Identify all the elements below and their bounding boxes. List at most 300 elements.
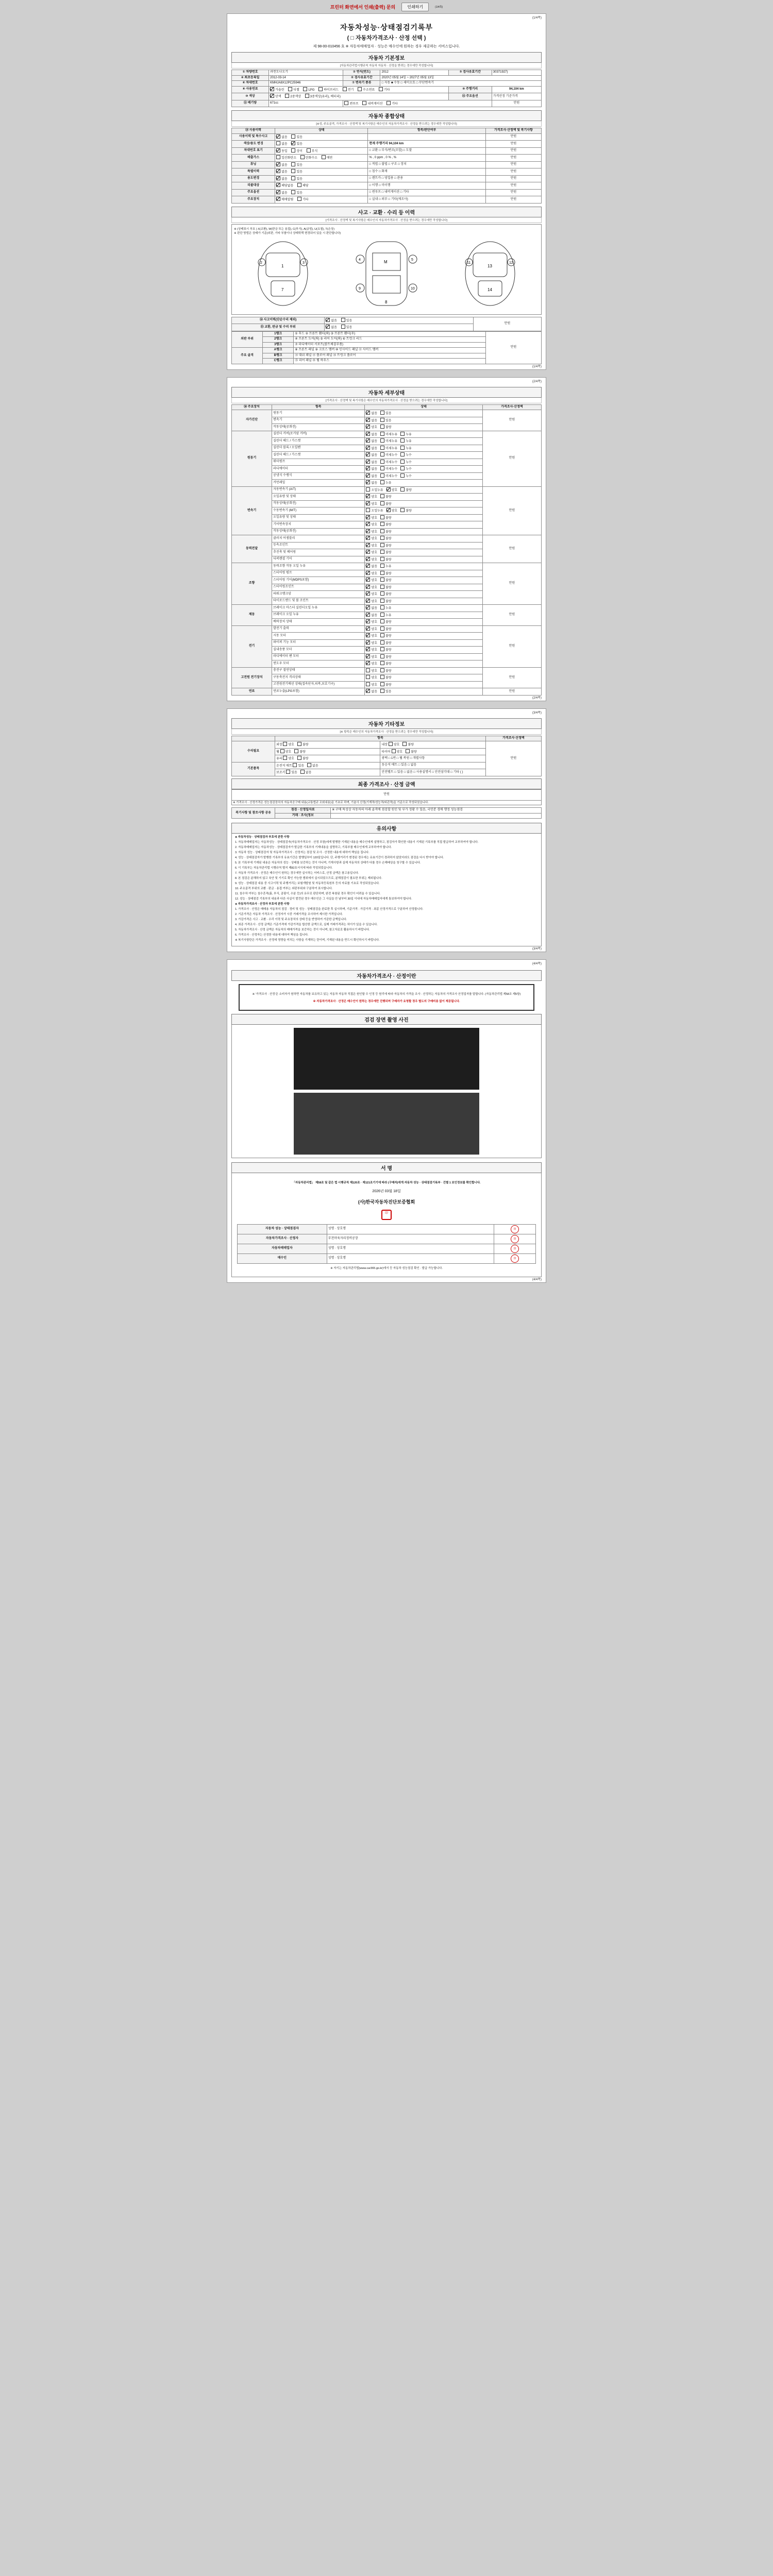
detail-5-2-opts[interactable] <box>365 619 482 626</box>
basic-label-fuel: ⑧ 사용연료 <box>232 86 269 93</box>
d01o1[interactable]: 있음 <box>380 418 392 423</box>
detail-1-1-opts[interactable] <box>365 438 482 445</box>
detail-group-1: 원동기 <box>232 431 272 486</box>
d22o0[interactable]: 양호 <box>366 501 377 507</box>
fuel-option-gasoline[interactable]: 가솔린 <box>270 87 284 93</box>
overall-4-opt-0[interactable]: 없음 <box>276 162 288 168</box>
d40o0[interactable]: 없음 <box>366 564 377 569</box>
etc-0-b[interactable]: 내장 양호 불량 <box>380 741 485 749</box>
d14o0[interactable]: 없음 <box>366 460 377 465</box>
d50o0[interactable]: 없음 <box>366 605 377 611</box>
frame-text-3: ⑦ 라디에이터 서포트(볼트체결부품) <box>294 342 486 348</box>
d51o1[interactable]: 누유 <box>380 613 392 618</box>
detail-6-4-opts[interactable] <box>365 653 482 660</box>
d13o2[interactable]: 누수 <box>400 452 412 458</box>
notice-0-item-1: 2. 자동차매매업자는 자동차성능 · 상태점검자가 발급한 기록부의 기재내용을 설명하고, 기록부를 매수인에게 교부하여야 합니다. <box>235 846 392 850</box>
detail-3-1-opts[interactable] <box>365 542 482 549</box>
table-row <box>232 189 542 196</box>
fuel-option-hybrid[interactable]: 하이브리드 <box>318 87 339 93</box>
etc3a1[interactable]: 없음 <box>307 763 318 769</box>
d26o1[interactable]: 불량 <box>380 529 392 535</box>
d40o1[interactable]: 누유 <box>380 564 392 569</box>
notice-0-item-9: 10. 주요골격 부위의 교환 · 판금 · 용접 여부는 외판부위와 구분하여 표시합니다. <box>235 887 333 891</box>
detail-0-2-opts[interactable] <box>365 424 482 431</box>
detail-4-1-opts[interactable] <box>365 570 482 577</box>
d16o1[interactable]: 미세누수 <box>380 473 397 479</box>
color-option-double[interactable]: 2중색상 <box>285 94 301 99</box>
detail-2-4-opts[interactable] <box>365 514 482 521</box>
d72o0[interactable]: 양호 <box>366 682 377 688</box>
overall-row-1-options[interactable] <box>275 141 368 148</box>
etc1a1[interactable]: 불량 <box>294 749 306 755</box>
color-option-triple[interactable]: 3중색상(유리), 배터리) <box>305 94 341 99</box>
overall-row-4-right: □ 적법 □ 불법 □ 구조 □ 장치 <box>368 161 485 168</box>
detail-7-0-opts[interactable] <box>365 667 482 674</box>
overall-row-7-right: □ 이행 □ 미이행 <box>368 182 485 190</box>
svg-text:12: 12 <box>509 261 513 265</box>
notice-1-item-1: 2. 기준가격은 자동차 가격조사 · 산정자가 시중 거래가격을 조사하여 제시한 가격입니다. <box>235 912 343 916</box>
overall-9-opt-0[interactable]: 매매알림 <box>276 197 293 202</box>
d13o1[interactable]: 미세누수 <box>380 452 397 458</box>
d10o0[interactable]: 없음 <box>366 432 377 437</box>
detail-header-amount: 가격조사·산정액 <box>482 404 541 410</box>
detail-6-4-label: 라디에이터 팬 모터 <box>272 653 365 660</box>
detail-state-table <box>231 404 542 696</box>
notice-heading-1: ◈ 자동차가격조사 · 산정자 부호에 관한 사항 <box>235 902 290 906</box>
overall-3-opt-2[interactable]: 매연 <box>322 155 333 161</box>
overall-0-opt-1[interactable]: 있음 <box>291 134 303 140</box>
section-note-accident: [가격조사 · 산정액 및 복기사항은 매수인의 자동차가격조사 · 산정을 받으려는 경우에만 작성합니다] <box>231 217 542 223</box>
color-option-single[interactable]: 단색 <box>270 94 281 99</box>
d44o0[interactable]: 양호 <box>366 591 377 597</box>
opt-etc[interactable]: 기타 <box>386 101 398 107</box>
overall-2-opt-1[interactable]: 상이 <box>291 148 303 154</box>
basic-option-checks[interactable] <box>343 100 492 107</box>
etc-4-a[interactable]: 보조키 있음 없음 <box>275 769 380 776</box>
final-price-table <box>231 789 542 806</box>
notice-heading-0: ◈ 자동차성능 · 상태점검자 부호에 관한 사항 <box>235 836 290 839</box>
detail-6-0-opts[interactable] <box>365 625 482 633</box>
detail-6-3-opts[interactable] <box>365 647 482 654</box>
d15o0[interactable]: 없음 <box>366 466 377 472</box>
d43o0[interactable]: 양호 <box>366 585 377 590</box>
etc-2-b[interactable]: 광택 □ 1번 □ 휠 복원 □ 개별사항 <box>380 755 485 762</box>
d72o1[interactable]: 불량 <box>380 682 392 688</box>
detail-4-2-opts[interactable] <box>365 577 482 584</box>
d10o2[interactable]: 누유 <box>400 432 412 437</box>
etc-header-item: 항목 <box>275 736 486 741</box>
d01o0[interactable]: 없음 <box>366 418 377 423</box>
d13o0[interactable]: 없음 <box>366 452 377 458</box>
d62o1[interactable]: 불량 <box>380 640 392 646</box>
detail-group-1-amt: 만원 <box>482 431 541 486</box>
d43o1[interactable]: 불량 <box>380 585 392 590</box>
accident-row-1-options[interactable] <box>325 324 473 331</box>
d71o1[interactable]: 불량 <box>380 675 392 681</box>
etc-1-a[interactable]: 휠 양호 불량 <box>275 748 380 755</box>
detail-1-7-opts[interactable] <box>365 480 482 487</box>
special-row-1-k: 거래 · 조사(정보 <box>275 813 331 819</box>
detail-7-2-opts[interactable] <box>365 681 482 688</box>
detail-0-1-label: 변속기 <box>272 417 365 424</box>
d23o1[interactable]: 양호 <box>386 508 398 514</box>
car-diagram-images <box>234 235 539 312</box>
accident-row-0-options[interactable] <box>325 317 473 324</box>
etc1a0[interactable]: 양호 <box>280 749 292 755</box>
d25o1[interactable]: 불량 <box>380 522 392 528</box>
d63o0[interactable]: 양호 <box>366 647 377 653</box>
d33o1[interactable]: 불량 <box>380 557 392 563</box>
etc-3-b[interactable]: 동승석 매트 □ 있음 □ 없음 <box>380 762 485 769</box>
notice-0-item-4: 5. 본 기록부에 기재된 내용은 자동차의 성능 · 상태를 보증하는 것이 아니며, 기재사항과 실제 자동차의 상태가 다를 경우 손해배상을 청구할 수 있습니다. <box>235 861 421 865</box>
d52o1[interactable]: 불량 <box>380 619 392 625</box>
d17o0[interactable]: 없음 <box>366 480 377 486</box>
detail-4-2-label: 스티어링 기어(MDPS포함) <box>272 577 365 584</box>
detail-8-0-opts[interactable] <box>365 688 482 696</box>
d11o1[interactable]: 미세누유 <box>380 438 397 444</box>
section-title-photos: 검검 장면 촬영 사진 <box>231 1014 542 1025</box>
d63o1[interactable]: 불량 <box>380 647 392 653</box>
section-title-etc: 자동차 기타정보 <box>231 718 542 729</box>
overall-6-opt-1[interactable]: 있음 <box>291 176 303 182</box>
basic-value-vin: KMHJA8X12PC25946 <box>269 81 343 87</box>
overall-row-1-name: 색상/용도 변경 <box>232 141 275 148</box>
d62o0[interactable]: 양호 <box>366 640 377 646</box>
overall-row-1-amt: 만원 <box>485 141 541 148</box>
overall-9-opt-1[interactable]: 기타 <box>297 197 309 202</box>
d60o1[interactable]: 불량 <box>380 626 392 632</box>
frame-rank-1: 1랭크 <box>263 331 294 337</box>
d42o0[interactable]: 양호 <box>366 578 377 583</box>
d80o1[interactable]: 있음 <box>380 689 392 694</box>
detail-3-2-opts[interactable] <box>365 549 482 556</box>
etc-2-a[interactable]: 유리 양호 불량 <box>275 755 380 762</box>
detail-1-0-label: 실린더 커버(로커암 커버) <box>272 431 365 438</box>
detail-2-4-label: 오일유량 및 상태 <box>272 514 365 521</box>
detail-2-6-label: 작동상태(공회전) <box>272 528 365 535</box>
detail-6-1-label: 시동 모터 <box>272 633 365 640</box>
overall-row-9-name: 주요장치 <box>232 196 275 204</box>
section-note-detail: [가격조사 · 산정액 및 복기사항은 매수인의 자동차가격조사 · 산정을 받으려는 경우에만 작성합니다] <box>231 398 542 403</box>
d00o0[interactable]: 없음 <box>366 411 377 416</box>
overall-0-opt-0[interactable]: 없음 <box>276 134 288 140</box>
d61o1[interactable]: 불량 <box>380 633 392 639</box>
detail-5-0-opts[interactable] <box>365 605 482 612</box>
notice-0-item-5: 6. 이 기록부는 자동차관리법 시행규칙 별지 제82호서식에 따라 작성되었습니다. <box>235 867 333 870</box>
overall-8-opt-0[interactable]: 없음 <box>276 190 288 196</box>
d14o1[interactable]: 미세누수 <box>380 460 397 465</box>
d65o1[interactable]: 불량 <box>380 661 392 667</box>
detail-6-2-opts[interactable] <box>365 639 482 647</box>
d22o1[interactable]: 불량 <box>380 501 392 507</box>
overall-row-4-options[interactable] <box>275 161 368 168</box>
overall-header-state: 상태 <box>275 128 368 134</box>
detail-2-0-opts[interactable] <box>365 486 482 494</box>
table-row <box>232 196 542 204</box>
detail-2-3-label: 수동변속기 (M/T) <box>272 507 365 515</box>
d15o2[interactable]: 누수 <box>400 466 412 472</box>
d25o0[interactable]: 양호 <box>366 522 377 528</box>
d15o1[interactable]: 미세누수 <box>380 466 397 472</box>
overall-row-8-options[interactable] <box>275 189 368 196</box>
d32o0[interactable]: 양호 <box>366 550 377 555</box>
d21o0[interactable]: 양호 <box>366 494 377 500</box>
d23o0[interactable]: 오일누유 <box>366 508 383 514</box>
detail-4-4-opts[interactable] <box>365 591 482 598</box>
svg-text:5: 5 <box>411 258 413 262</box>
detail-2-5-label: 기어변속장치 <box>272 521 365 529</box>
basic-color-options[interactable] <box>269 93 449 100</box>
detail-7-1-opts[interactable] <box>365 674 482 682</box>
d16o0[interactable]: 없음 <box>366 473 377 479</box>
d23o2[interactable]: 불량 <box>400 508 412 514</box>
d26o0[interactable]: 양호 <box>366 529 377 535</box>
overall-5-opt-0[interactable]: 없음 <box>276 169 288 175</box>
detail-header-device: ⑯ 주요장치 <box>232 404 272 410</box>
d45o1[interactable]: 불량 <box>380 599 392 604</box>
detail-4-3-label: 스티어링조인트 <box>272 584 365 591</box>
etc4a1[interactable]: 없음 <box>300 770 312 775</box>
overall-6-opt-0[interactable]: 없음 <box>276 176 288 182</box>
detail-group-7: 고전원 전기장치 <box>232 667 272 688</box>
d60o0[interactable]: 양호 <box>366 626 377 632</box>
table-row <box>232 667 542 674</box>
d80o0[interactable]: 없음 <box>366 689 377 694</box>
notice-0-item-3: 4. 성능 · 상태점검자가 발행한 기록부의 유효기간은 발행일부터 120일입니다. 단, 주행거리가 변경된 경우에는 유효기간이 경과하지 않았더라도 점검을 다시 받아야 합니다. <box>235 856 444 860</box>
overall-5-opt-1[interactable]: 있음 <box>291 169 303 175</box>
detail-4-5-opts[interactable] <box>365 598 482 605</box>
detail-2-2-opts[interactable] <box>365 500 482 507</box>
table-row <box>232 625 542 633</box>
d70o0[interactable]: 양호 <box>366 668 377 674</box>
detail-group-8-amt: 만원 <box>482 688 541 696</box>
d45o0[interactable]: 양호 <box>366 599 377 604</box>
d20o2[interactable]: 불량 <box>400 487 412 493</box>
etc2a1[interactable]: 불량 <box>297 756 309 761</box>
d16o2[interactable]: 누수 <box>400 473 412 479</box>
top-toolbar <box>0 0 773 13</box>
detail-2-5-opts[interactable] <box>365 521 482 529</box>
d17o1[interactable]: 누유 <box>380 480 392 486</box>
detail-header-state: 상태 <box>365 404 482 410</box>
d61o0[interactable]: 양호 <box>366 633 377 639</box>
overall-3-opt-0[interactable]: 일산화탄소 <box>276 155 296 161</box>
d12o0[interactable]: 없음 <box>366 446 377 451</box>
d64o0[interactable]: 양호 <box>366 654 377 660</box>
d70o1[interactable]: 불량 <box>380 668 392 674</box>
accident-1-opt-1[interactable]: 있음 <box>341 325 352 330</box>
detail-5-1-opts[interactable] <box>365 612 482 619</box>
page-title: 자동차성능·상태점검기록부 <box>340 23 433 31</box>
section-title-overall: 자동차 종합상태 <box>231 110 542 121</box>
etc1b1[interactable]: 불량 <box>406 749 417 755</box>
overall-3-opt-1[interactable]: 탄화수소 <box>300 155 317 161</box>
overall-row-2-right: □ 교환 □ 부식/변조(조합) □ 도말 <box>368 147 485 155</box>
frame-rank-c: C랭크 <box>263 359 294 364</box>
overall-row-0-options[interactable] <box>275 133 368 141</box>
basic-label-vin: ⑥ 차대번호 <box>232 81 269 87</box>
d42o1[interactable]: 불량 <box>380 578 392 583</box>
d71o0[interactable]: 양호 <box>366 675 377 681</box>
detail-3-3-opts[interactable] <box>365 556 482 563</box>
detail-6-1-opts[interactable] <box>365 633 482 640</box>
section-note-etc: [※ 항목은 매수인의 자동차가격조사 · 산정을 받으려는 경우에만 작성합니다] <box>231 729 542 735</box>
d52o0[interactable]: 양호 <box>366 619 377 625</box>
fuel-option-diesel[interactable]: 디젤 <box>288 87 299 93</box>
frame-rank-a: A랭크 <box>263 348 294 353</box>
notice-0-item-0: 1. 자동차매매업자는 자동차성능 · 상태점검자(자동차가격조사 · 산정 포함)에게 발행한 기재된 내용을 매수인에게 설명하고, 점검자가 확인한 내용이 기재된 기록부를 직접 발급하여 교부하여야 합니다. <box>235 841 479 844</box>
basic-value-transmission: □ 자동 ■ 수동 □ 세미오토 □ 무단변속기 <box>380 81 542 87</box>
svg-text:4: 4 <box>358 258 361 262</box>
overall-7-opt-0[interactable]: 해당없음 <box>276 183 293 189</box>
overall-1-opt-1[interactable]: 있음 <box>291 141 303 147</box>
d50o1[interactable]: 누유 <box>380 605 392 611</box>
d02o0[interactable]: 양호 <box>366 425 377 430</box>
etc0a1[interactable]: 불량 <box>297 742 309 748</box>
d02o1[interactable]: 불량 <box>380 425 392 430</box>
d24o1[interactable]: 불량 <box>380 515 392 521</box>
d30o0[interactable]: 양호 <box>366 536 377 541</box>
detail-2-1-opts[interactable] <box>365 494 482 501</box>
etc3a0[interactable]: 있음 <box>293 763 304 769</box>
overall-4-opt-1[interactable]: 있음 <box>291 162 303 168</box>
d20o1[interactable]: 양호 <box>386 487 398 493</box>
section-title-notice: 유의사항 <box>231 823 542 834</box>
fuel-option-hydrogen[interactable]: 수소연료 <box>358 87 375 93</box>
detail-4-0-opts[interactable] <box>365 563 482 570</box>
detail-0-0-opts[interactable] <box>365 410 482 417</box>
detail-0-1-opts[interactable] <box>365 417 482 424</box>
detail-1-2-opts[interactable] <box>365 445 482 452</box>
detail-1-5-opts[interactable] <box>365 466 482 473</box>
print-button[interactable]: 인쇄하기 <box>401 3 429 11</box>
notice-0-item-2: 3. 자동차 성능 · 상태점검자 및 자동차가격조사 · 산정자는 점검 및 조사 · 산정한 내용에 대하여 책임을 집니다. <box>235 851 369 855</box>
fuel-option-electric[interactable]: 전기 <box>343 87 354 93</box>
overall-row-9-options[interactable] <box>275 196 368 204</box>
notice-0-item-10: 11. 침수차 여부는 침수흔적(흙, 부식, 곰팡이, 수분 등)의 유무로 판단하며, 완전 복원된 경우 확인이 어려울 수 있습니다. <box>235 892 381 896</box>
sign-row-0-k: 자동차 성능 · 상태점검자 <box>238 1224 327 1234</box>
detail-2-3-opts[interactable] <box>365 507 482 515</box>
overall-row-5-options[interactable] <box>275 168 368 176</box>
d24o0[interactable]: 양호 <box>366 515 377 521</box>
overall-2-opt-2[interactable]: 부식 <box>307 148 318 154</box>
d31o0[interactable]: 양호 <box>366 543 377 549</box>
d30o1[interactable]: 불량 <box>380 536 392 541</box>
etc-3-a[interactable]: 운전석 매트 있음 없음 <box>275 762 380 769</box>
etc-4-b[interactable]: 안전벨트 □ 있음 □ 없음 □ 사용설명서 □ 안전삼각대 □ 기타 ( ) <box>380 769 485 776</box>
overall-row-3-options[interactable] <box>275 155 368 162</box>
etc1b0[interactable]: 양호 <box>392 749 403 755</box>
accident-1-opt-0[interactable]: 없음 <box>326 325 337 330</box>
d31o1[interactable]: 불량 <box>380 543 392 549</box>
fuel-option-other[interactable]: 기타 <box>379 87 390 93</box>
d33o0[interactable]: 양호 <box>366 557 377 563</box>
detail-1-0-opts[interactable] <box>365 431 482 438</box>
basic-label-option: ⑫ 주요옵션 <box>448 93 492 100</box>
signature-date: 2026년 03월 18일 <box>372 1189 401 1193</box>
d21o1[interactable]: 불량 <box>380 494 392 500</box>
overall-row-7-options[interactable] <box>275 182 368 190</box>
opt-sunroof[interactable]: 썬루프 <box>344 101 358 107</box>
d32o1[interactable]: 불량 <box>380 550 392 555</box>
table-row <box>232 808 542 814</box>
section-title-accident: 사고 · 교환 · 수리 등 이력 <box>231 207 542 217</box>
table-row <box>232 317 542 324</box>
d10o1[interactable]: 미세누유 <box>380 432 397 437</box>
section-title-signature: 서 명 <box>231 1162 542 1173</box>
overall-row-5-amt: 만원 <box>485 168 541 176</box>
d64o1[interactable]: 불량 <box>380 654 392 660</box>
page-2-number: (2/4쪽) <box>532 380 542 383</box>
accident-0-opt-1[interactable]: 있음 <box>341 318 352 324</box>
overall-row-2-name: 차대번호 표기 <box>232 147 275 155</box>
d44o1[interactable]: 불량 <box>380 591 392 597</box>
sheet-page-2 <box>227 377 546 701</box>
detail-group-2: 변속기 <box>232 486 272 535</box>
overall-row-6-options[interactable] <box>275 175 368 182</box>
notice-1-item-5: 6. 가격조사 · 산정자는 산정한 내용에 대하여 책임을 집니다. <box>235 933 309 937</box>
etc2a0[interactable]: 양호 <box>283 756 294 761</box>
overall-row-3-right: % , 0 ppm , 0 % , % <box>368 155 485 162</box>
opt-navi[interactable]: 내비게이션 <box>362 101 382 107</box>
svg-text:2: 2 <box>260 261 263 265</box>
svg-text:11: 11 <box>466 261 470 265</box>
overall-7-opt-1[interactable]: 해당 <box>297 183 309 189</box>
detail-2-6-opts[interactable] <box>365 528 482 535</box>
overall-row-2-options[interactable] <box>275 147 368 155</box>
detail-4-3-opts[interactable] <box>365 584 482 591</box>
detail-1-3-opts[interactable] <box>365 452 482 459</box>
accident-0-opt-0[interactable]: 없음 <box>326 318 337 324</box>
inspection-photo-2 <box>294 1093 479 1155</box>
overall-2-opt-0[interactable]: 동일 <box>276 148 288 154</box>
etc-1-b[interactable]: 타이어 양호 불량 <box>380 748 485 755</box>
d41o0[interactable]: 양호 <box>366 571 377 577</box>
etc0b0[interactable]: 양호 <box>389 742 400 748</box>
detail-3-0-opts[interactable] <box>365 535 482 543</box>
d41o1[interactable]: 불량 <box>380 571 392 577</box>
sign-row-3-seal: 印 <box>494 1253 535 1263</box>
basic-fuel-options[interactable] <box>269 86 449 93</box>
d51o0[interactable]: 없음 <box>366 613 377 618</box>
what-is-text-2: ※ 자동차가격조사 · 산정은 매수인이 원하는 경우에만 진행되며 구매자가 요청할 경우 별도의 구매비용 없이 제공됩니다. <box>313 999 460 1003</box>
fuel-option-lpg[interactable]: LPG <box>303 87 314 93</box>
etc-0-a[interactable]: 외장 양호 불량 <box>275 741 380 749</box>
etc0a0[interactable]: 양호 <box>283 742 294 748</box>
special-notes-table <box>231 807 542 819</box>
sheet-page-3 <box>227 708 546 952</box>
etc0b1[interactable]: 불량 <box>402 742 414 748</box>
d12o1[interactable]: 미세누유 <box>380 446 397 451</box>
overall-row-0-name: 사용이력 및 특수사고 <box>232 133 275 141</box>
d20o0[interactable]: 오일누유 <box>366 487 383 493</box>
detail-1-6-label: 공냉식 수랭식 <box>272 472 365 480</box>
d11o0[interactable]: 없음 <box>366 438 377 444</box>
d12o2[interactable]: 누유 <box>400 446 412 451</box>
d11o2[interactable]: 누유 <box>400 438 412 444</box>
etc4a0[interactable]: 있음 <box>286 770 297 775</box>
d65o0[interactable]: 양호 <box>366 661 377 667</box>
detail-1-6-opts[interactable] <box>365 472 482 480</box>
detail-6-5-opts[interactable] <box>365 660 482 668</box>
etc-row-repair-label: 수리필요 <box>232 741 275 762</box>
d14o2[interactable]: 누수 <box>400 460 412 465</box>
overall-8-opt-1[interactable]: 있음 <box>291 190 303 196</box>
frame-parts-table <box>231 331 542 364</box>
detail-1-4-opts[interactable] <box>365 459 482 466</box>
d00o1[interactable]: 있음 <box>380 411 392 416</box>
overall-1-opt-0[interactable]: 없음 <box>276 141 288 147</box>
